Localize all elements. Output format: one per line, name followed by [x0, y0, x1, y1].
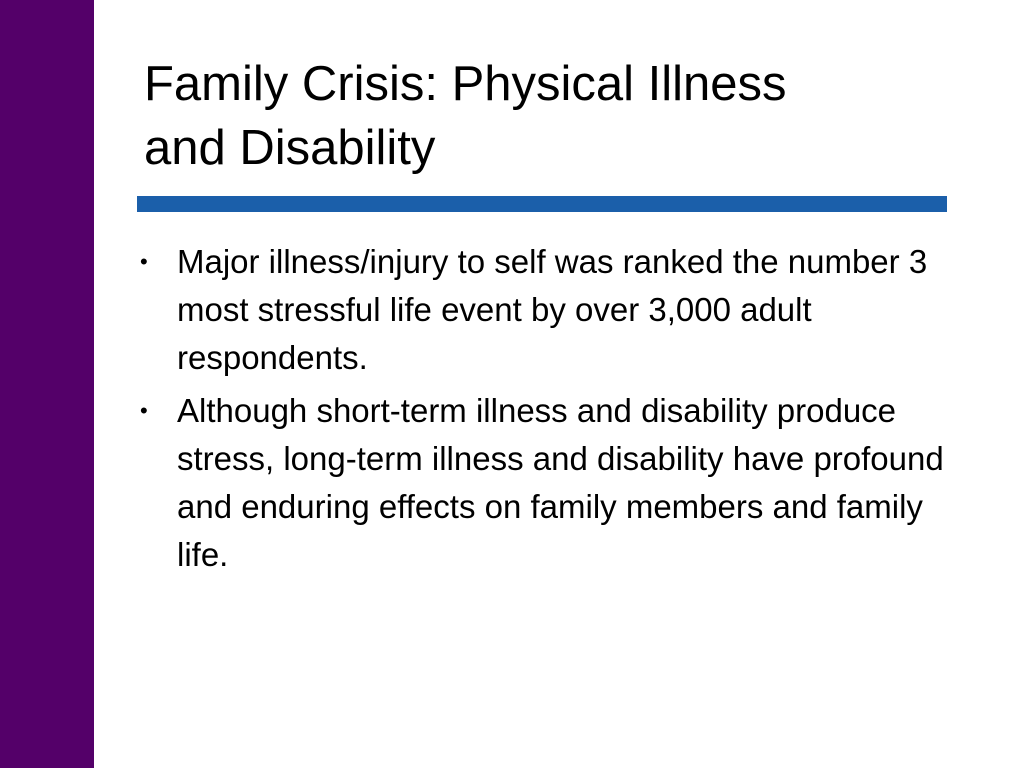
bullet-icon: • [140, 249, 148, 274]
bullet-icon: • [140, 398, 148, 423]
bullet-item [140, 387, 980, 579]
bullet-item [140, 238, 980, 382]
title-divider [137, 196, 947, 212]
slide-title: Family Crisis: Physical Illness and Disability [144, 57, 787, 175]
bullet-list [140, 238, 980, 584]
bullet-text: Although short-term illness and disability produce stress, long-term illness and disability have profound and enduring effects on family members and family life. [177, 392, 944, 573]
bullet-text: Major illness/injury to self was ranked the number 3 most stressful life event by over 3,000 adult respondents. [177, 243, 928, 376]
side-accent-bar [0, 0, 94, 768]
